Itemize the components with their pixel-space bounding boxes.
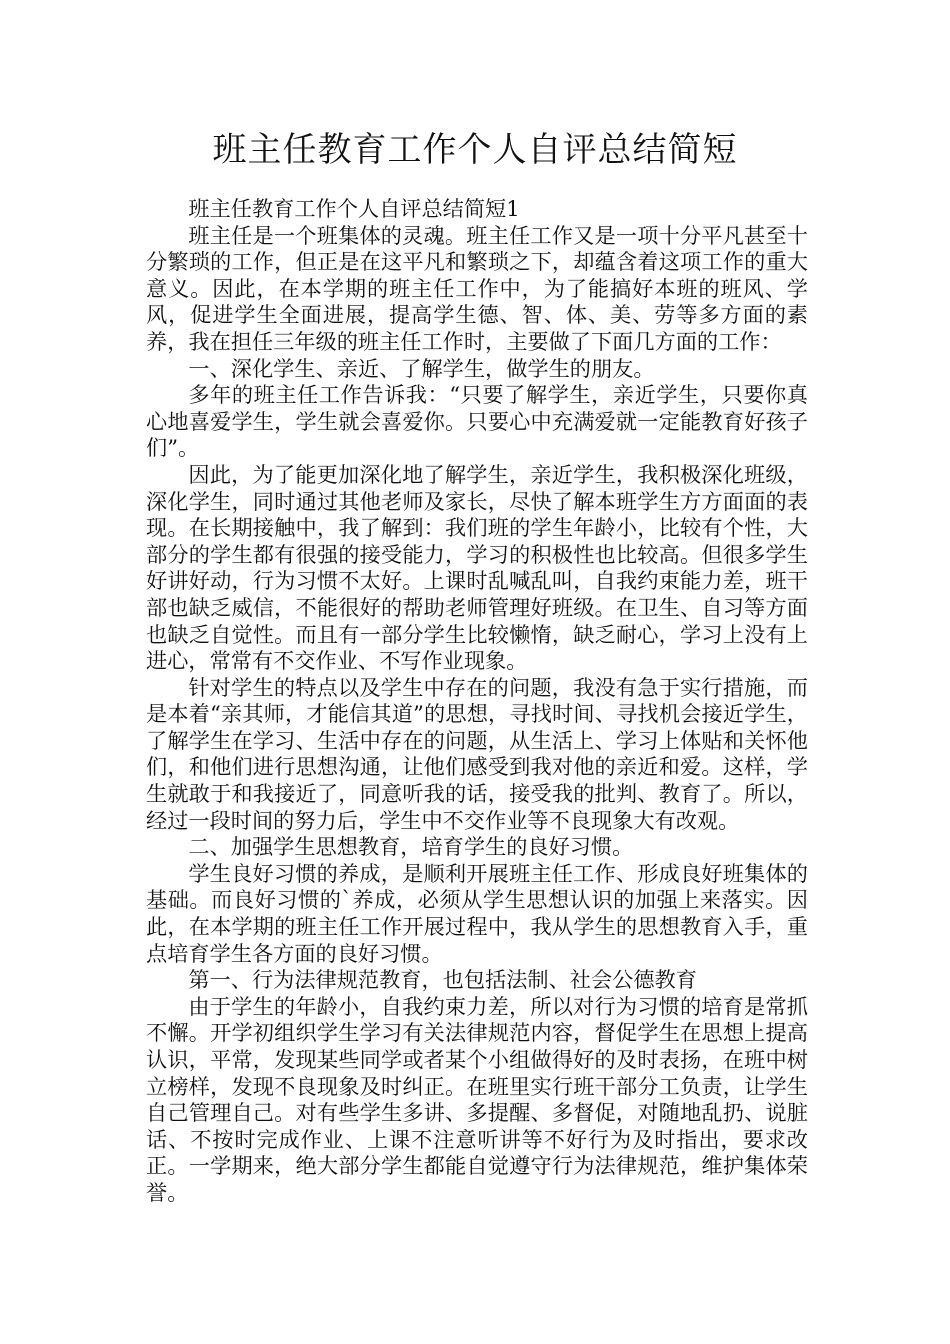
document-body [146, 196, 808, 1207]
document-title: 班主任教育工作个人自评总结简短 [212, 130, 738, 170]
paragraph: 班主任是一个班集体的灵魂。班主任工作又是一项十分平凡甚至十分繁琐的工作，但正是在这平凡和繁琐之下，却蕴含着这项工作的重大意义。因此，在本学期的班主任工作中，为了能搞好本班的班风、学风，促进学生全面进展，提高学生德、智、体、美、劳等多方面的素养，我在担任三年级的班主任工作时，主要做了下面几方面的工作： [146, 222, 808, 354]
paragraph: 由于学生的年龄小，自我约束力差，所以对行为习惯的培育是常抓不懈。开学初组织学生学习有关法律规范内容，督促学生在思想上提高认识，平常，发现某些同学或者某个小组做得好的及时表扬，在班中树立榜样，发现不良现象及时纠正。在班里实行班干部分工负责，让学生自己管理自己。对有些学生多讲、多提醒、多督促，对随地乱扔、说脏话、不按时完成作业、上课不注意听讲等不好行为及时指出，要求改正。一学期来，绝大部分学生都能自觉遵守行为法律规范，维护集体荣誉。 [146, 993, 808, 1205]
section-heading: 二、加强学生思想教育，培育学生的良好习惯。 [188, 834, 634, 860]
subtitle-line: 班主任教育工作个人自评总结简短1 [188, 196, 520, 221]
paragraph: 学生良好习惯的养成，是顺利开展班主任工作、形成良好班集体的基础。而良好习惯的`养成，必须从学生思想认识的加强上来落实。因此，在本学期的班主任工作开展过程中，我从学生的思想教育入手，重点培育学生各方面的良好习惯。 [146, 860, 808, 966]
paragraph: 因此，为了能更加深化地了解学生，亲近学生，我积极深化班级，深化学生，同时通过其他老师及家长，尽快了解本班学生方方面面的表现。在长期接触中，我了解到：我们班的学生年龄小，比较有个性，大部分的学生都有很强的接受能力，学习的积极性也比较高。但很多学生好讲好动，行为习惯不太好。上课时乱喊乱叫，自我约束能力差，班干部也缺乏威信，不能很好的帮助老师管理好班级。在卫生、自习等方面也缺乏自觉性。而且有一部分学生比较懒惰，缺乏耐心，学习上没有上进心，常常有不交作业、不写作业现象。 [146, 461, 808, 674]
paragraph: 针对学生的特点以及学生中存在的问题，我没有急于实行措施，而是本着“亲其师，才能信其道”的思想，寻找时间、寻找机会接近学生，了解学生在学习、生活中存在的问题，从生活上、学习上体贴和关怀他们，和他们进行思想沟通，让他们感受到我对他的亲近和爱。这样，学生就敢于和我接近了，同意听我的话，接受我的批判、教育了。所以，经过一段时间的努力后，学生中不交作业等不良现象大有改观。 [146, 674, 808, 833]
section-heading: 一、深化学生、亲近、了解学生，做学生的朋友。 [188, 355, 655, 381]
paragraph: 多年的班主任工作告诉我：“只要了解学生，亲近学生，只要你真心地喜爱学生，学生就会喜爱你。只要心中充满爱就一定能教育好孩子们”。 [146, 382, 808, 461]
subsection-heading: 第一、行为法律规范教育，也包括法制、社会公德教育 [188, 967, 697, 993]
